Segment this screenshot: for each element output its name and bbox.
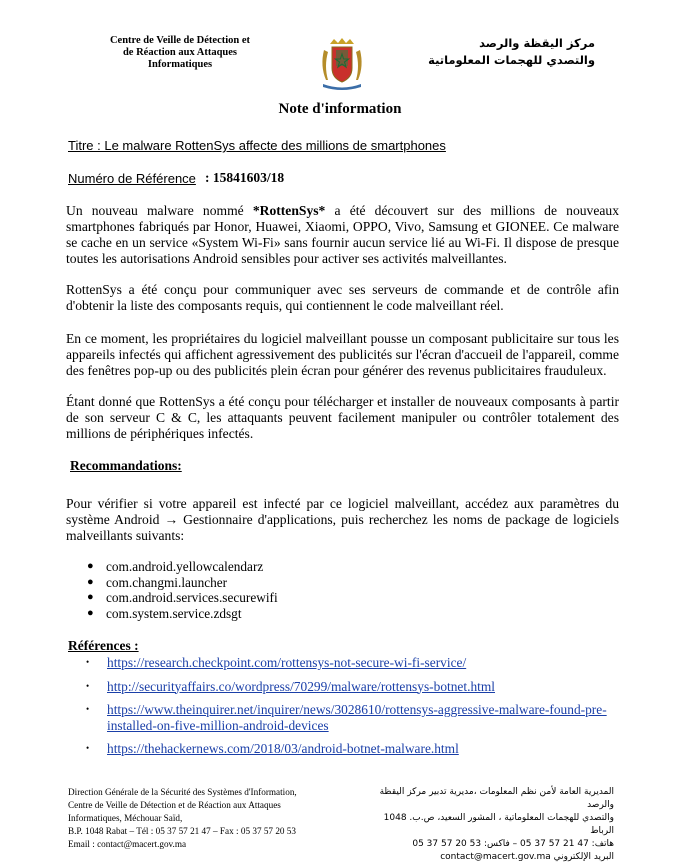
package-list	[66, 559, 278, 621]
paragraph-control: Étant donné que RottenSys a été conçu pour télécharger et installer de nouveaux composants à partir de son serveur C & C, les attaquants peuvent facilement manipuler ou contrôler totalement des millions de périphériques infectés.	[66, 394, 619, 441]
bullet-icon: •	[86, 704, 90, 714]
header-right-line: مركز اليقظة والرصد	[479, 36, 595, 50]
list-item	[86, 678, 627, 695]
package-name: com.system.service.zdsgt	[106, 605, 242, 621]
header-left-block	[80, 35, 280, 71]
footer-left-address	[68, 786, 297, 851]
header-left-line: de Réaction aux Attaques	[122, 47, 238, 58]
footer-line: B.P. 1048 Rabat – Tél : 05 37 57 21 47 – Fax : 05 37 57 20 53	[68, 826, 296, 836]
footer-line: Centre de Veille de Détection et de Réaction aux Attaques	[68, 800, 281, 810]
paragraph-text: Un nouveau malware nommé	[66, 203, 253, 218]
reference-number: : 15841603/18	[205, 170, 285, 185]
reference-link[interactable]: http://securityaffairs.co/wordpress/70299/malware/rottensys-botnet.html	[107, 678, 495, 694]
footer-right-address	[369, 786, 614, 864]
list-item	[87, 559, 278, 575]
bullet-icon: ●	[87, 591, 94, 603]
footer-line: هاتف: 47 21 57 37 05 – فاكس: 53 20 57 37 05	[412, 839, 614, 849]
header-left-line: Centre de Veille de Détection et	[109, 35, 251, 46]
moroccan-coat-of-arms-icon	[318, 36, 366, 92]
subject-title: Titre : Le malware RottenSys affecte des millions de smartphones	[68, 138, 446, 153]
header-right-block	[405, 35, 595, 69]
reference-label: Numéro de Référence	[68, 171, 196, 186]
recommendations-heading: Recommandations:	[70, 458, 182, 473]
footer-line: Direction Générale de la Sécurité des Systèmes d'Information,	[68, 787, 297, 797]
list-item	[87, 590, 278, 606]
bullet-icon: ●	[87, 560, 94, 572]
package-name: com.android.services.securewifi	[106, 590, 278, 605]
list-item	[86, 702, 627, 733]
paragraph-c2: RottenSys a été conçu pour communiquer avec ses serveurs de commande et de contrôle afin d'obtenir la liste des composants requis, qui contiennent le code malveillant réel.	[66, 282, 619, 313]
paragraph-intro	[66, 203, 619, 267]
list-item	[86, 741, 627, 757]
recommendations-text: Pour vérifier si votre appareil est infecté par ce logiciel malveillant, accédez aux paramètres du système Android → Gestionnaire d'applications, puis recherchez les noms de package de logiciels malveillants suivants:	[66, 496, 619, 543]
header-right-line: والتصدي للهجمات المعلوماتية	[428, 53, 595, 67]
reference-link[interactable]: https://thehackernews.com/2018/03/android-botnet-malware.html	[107, 741, 459, 756]
reference-links-list	[66, 655, 627, 765]
paragraph-adware: En ce moment, les propriétaires du logiciel malveillant pousse un composant publicitaire sur tous les appareils infectés qui affichent agressivement des publicités sur l'écran d'accueil de l'appareil, comme des fenêtres pop-up ou des publicités plein écran pour générer des revenus publicitaires frauduleux.	[66, 331, 619, 378]
bullet-icon: •	[86, 657, 90, 667]
footer-line: Informatiques, Méchouar Saïd,	[68, 813, 183, 823]
references-heading: Références :	[68, 638, 139, 653]
footer-line: والتصدي للهجمات المعلوماتية ، المشور السعيد، ص.ب. 1048 الرباط	[383, 813, 614, 836]
footer-line: البريد الإلكتروني contact@macert.gov.ma	[440, 852, 614, 862]
footer-line: Email : contact@macert.gov.ma	[68, 839, 187, 849]
document-title: Note d'information	[278, 101, 402, 117]
bullet-icon: •	[86, 680, 90, 691]
reference-link[interactable]: https://www.theinquirer.net/inquirer/news/3028610/rottensys-aggressive-malware-found-pre-installed-on-five-million-android-devices	[107, 702, 607, 733]
package-name: com.android.yellowcalendarz	[106, 559, 264, 574]
footer-line: المديرية العامة لأمن نظم المعلومات ،مديرية تدبير مركز اليقظة والرصد	[379, 787, 614, 810]
malware-name: *RottenSys*	[252, 203, 326, 218]
bullet-icon: ●	[87, 575, 94, 588]
bullet-icon: ●	[87, 606, 94, 619]
list-item	[87, 605, 278, 622]
reference-link[interactable]: https://research.checkpoint.com/rottensys-not-secure-wi-fi-service/	[107, 655, 467, 670]
bullet-icon: •	[86, 743, 90, 753]
list-item	[87, 574, 278, 591]
paragraph-text: a été découvert sur des millions de nouveaux smartphones fabriqués par Honor, Huawei, Xiaomi, OPPO, Vivo, Samsung et GIONEE. Ce malware se cache en un service «System Wi-Fi» sans fournir aucun service lié au Wi-Fi. Il dispose de presque toutes les autorisations Android sensibles pour activer ses activités malveillantes.	[66, 203, 619, 266]
package-name: com.changmi.launcher	[106, 574, 228, 590]
list-item	[86, 655, 627, 671]
header-left-line: Informatiques	[147, 59, 213, 70]
